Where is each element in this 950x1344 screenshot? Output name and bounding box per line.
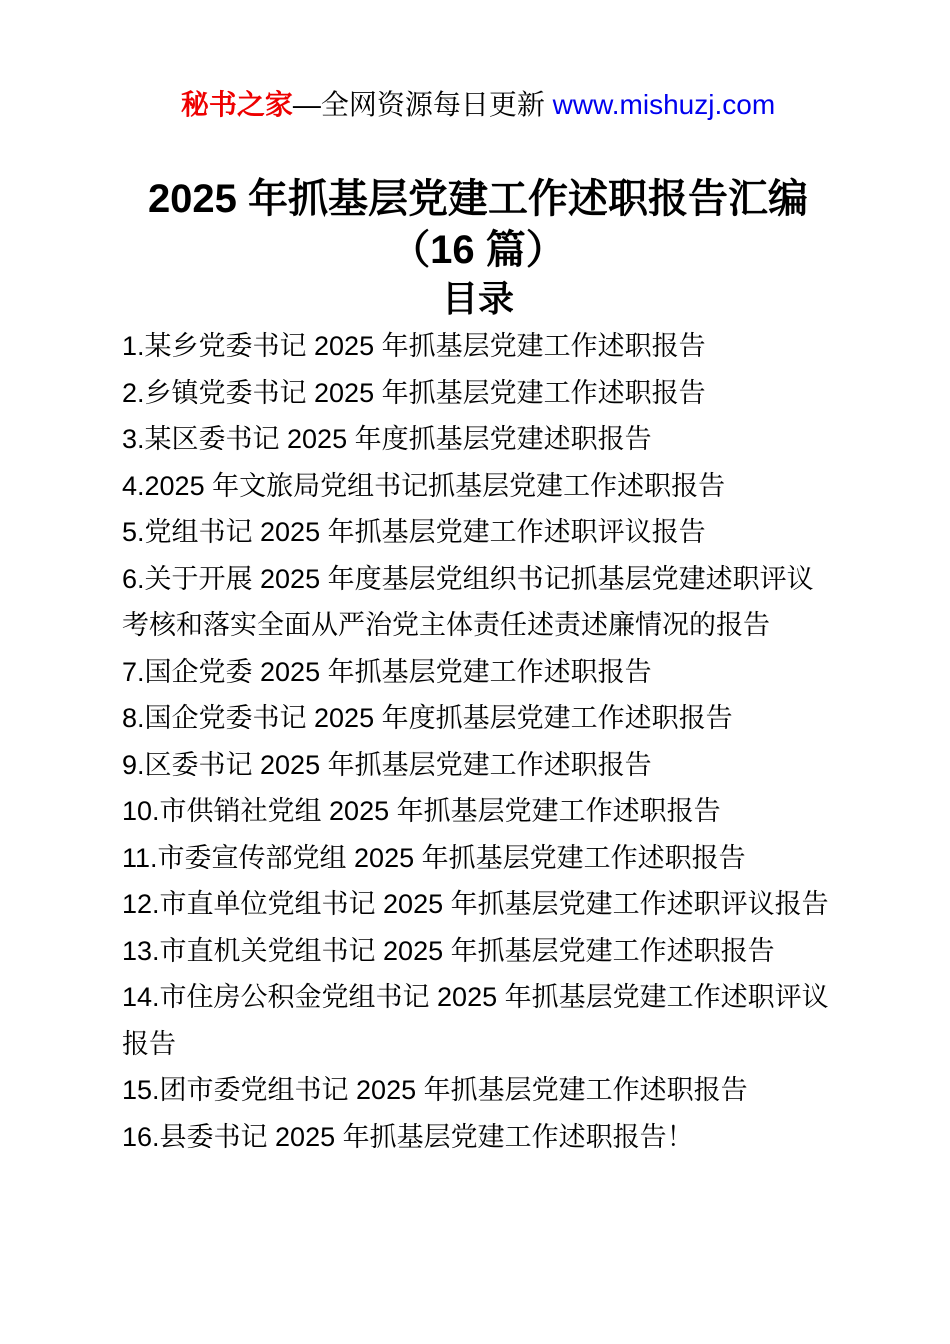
toc-item-6: 6.关于开展 2025 年度基层党组织书记抓基层党建述职评议考核和落实全面从严治党主体责任述责述廉情况的报告 xyxy=(122,563,814,640)
toc-list xyxy=(122,323,834,1160)
site-header xyxy=(122,88,834,122)
toc-item-2: 2.乡镇党委书记 2025 年抓基层党建工作述职报告 xyxy=(122,377,706,408)
toc-item-14: 14.市住房公积金党组书记 2025 年抓基层党建工作述职评议报告 xyxy=(122,982,829,1059)
toc-item-5: 5.党组书记 2025 年抓基层党建工作述职评议报告 xyxy=(122,517,706,547)
toc-item-11: 11.市委宣传部党组 2025 年抓基层党建工作述职报告 xyxy=(122,842,746,873)
toc-item-1: 1.某乡党委书记 2025 年抓基层党建工作述职报告 xyxy=(122,331,706,361)
toc-heading: 目录 xyxy=(441,278,514,319)
toc-item-9: 9.区委书记 2025 年抓基层党建工作述职报告 xyxy=(122,749,652,780)
toc-item-16: 16.县委书记 2025 年抓基层党建工作述职报告！ xyxy=(122,1121,694,1152)
site-url-link[interactable]: www.mishuzj.com xyxy=(552,89,776,120)
page-content xyxy=(122,88,834,1160)
document-title: 2025 年抓基层党建工作述职报告汇编（16 篇） xyxy=(147,177,809,272)
toc-item-12: 12.市直单位党组书记 2025 年抓基层党建工作述职评议报告 xyxy=(122,889,829,919)
site-tagline: —全网资源每日更新 xyxy=(292,89,553,120)
toc-item-15: 15.团市委党组书记 2025 年抓基层党建工作述职报告 xyxy=(122,1075,748,1105)
toc-item-3: 3.某区委书记 2025 年度抓基层党建述职报告 xyxy=(122,424,652,454)
toc-item-10: 10.市供销社党组 2025 年抓基层党建工作述职报告 xyxy=(122,796,721,826)
toc-item-13: 13.市直机关党组书记 2025 年抓基层党建工作述职报告 xyxy=(122,935,775,966)
toc-item-8: 8.国企党委书记 2025 年度抓基层党建工作述职报告 xyxy=(122,703,733,733)
site-brand-name: 秘书之家 xyxy=(180,89,293,120)
toc-item-7: 7.国企党委 2025 年抓基层党建工作述职报告 xyxy=(122,656,652,687)
toc-item-4: 4.2025 年文旅局党组书记抓基层党建工作述职报告 xyxy=(122,470,726,501)
